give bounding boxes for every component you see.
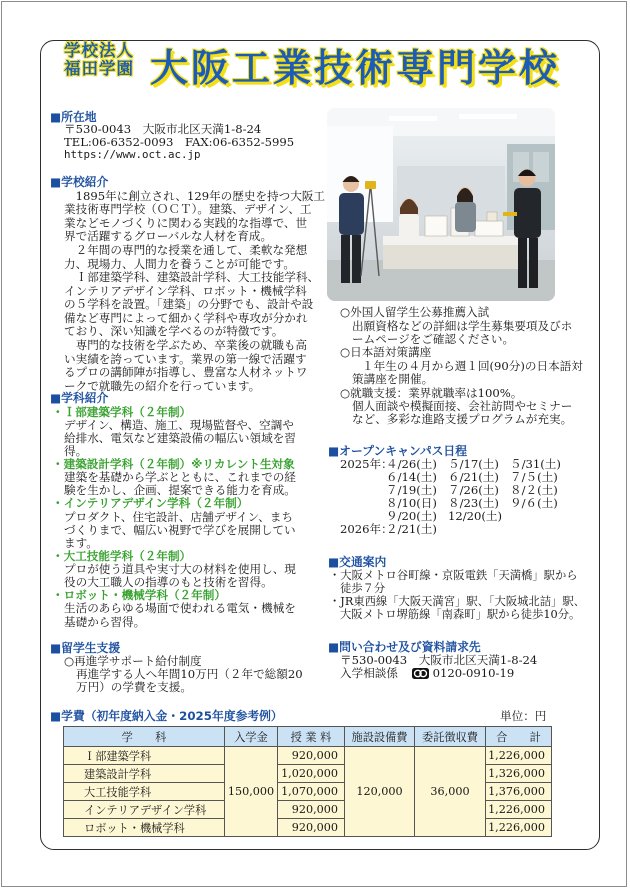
column-header-collection: 委託徴収費 — [415, 727, 486, 747]
open-campus-date: ８/２(土) — [510, 482, 558, 497]
department-title: ・ロボット・機械学科（２年制） — [52, 588, 226, 603]
open-campus-row — [340, 497, 572, 510]
department-text-line: プロが使う道具や実寸大の材料を使用し、現 — [64, 562, 296, 577]
open-campus-date: ４/26(土) — [386, 456, 437, 471]
intro-text-line: 備など専門によって細かく学科や専攻が分かれ — [64, 310, 308, 325]
access-item: ・JR東西線「大阪天満宮」駅、「大阪城北詰」駅、 — [329, 594, 585, 608]
website-link[interactable]: https://www.oct.ac.jp — [64, 147, 201, 161]
column-header-facility: 施設設備費 — [345, 727, 415, 747]
contact-heading: ■問い合わせ及び資料請求先 — [328, 639, 481, 654]
departments-heading: ■学科紹介 — [50, 391, 109, 406]
open-campus-date: ２/21(土) — [386, 521, 437, 536]
fees-table — [63, 726, 552, 837]
collection-fee-cell: 36,000 — [415, 747, 486, 837]
contact-postal: 〒530-0043 大阪市北区天満1-8-24 — [340, 652, 538, 667]
intro-text-line: の５学科を設置。「建築」の分野でも、設計や設 — [64, 297, 314, 312]
intro-text-line: 専門的な技術を学ぶため、卒業後の就職も高 — [75, 337, 308, 352]
note-title: ○外国人留学生公募推薦入試 — [340, 305, 490, 320]
column-header-tuition: 授 業 料 — [278, 727, 345, 747]
fees-unit: 単位：円 — [500, 708, 547, 723]
open-campus-year: 2025年： — [340, 456, 393, 471]
department-title: ・大工技能学科（２年制） — [52, 548, 192, 563]
intro-text-line: ており、深い知識を学べるのが特徴です。 — [64, 324, 284, 339]
note-title: ○就職支援：業界就職率は100%。 — [340, 385, 523, 400]
note-text-line: 個人面談や模擬面接、会社訪問やセミナー — [352, 398, 573, 413]
department-title: ・建築設計学科（２年制）※リカレント生対象 — [52, 457, 295, 472]
department-text-line: ます。 — [64, 535, 98, 550]
fees-table-header — [64, 727, 552, 747]
department-text-line: プロダクト、住宅設計、店舗デザイン、まち — [64, 509, 294, 524]
open-campus-year: 2026年： — [340, 521, 393, 536]
notes-section — [340, 306, 583, 426]
access-item: ・大阪メトロ谷町線・京阪電鉄「天満橋」駅から — [329, 568, 578, 582]
open-campus-date: ８/10(日) — [386, 495, 437, 510]
column-header-total: 合 計 — [486, 727, 552, 747]
open-campus-date: ６/21(土) — [448, 469, 499, 484]
access-heading: ■交通案内 — [328, 554, 387, 569]
address-heading: ■所在地 — [50, 109, 97, 124]
department-text-line: づくりまで、幅広い視野で学びを展開してい — [64, 522, 296, 537]
open-campus-date: ９/20(土) — [386, 508, 437, 523]
open-campus-date: ７/19(土) — [386, 482, 437, 497]
school-name-title: 大阪工業技術専門学校 — [150, 46, 561, 90]
department-cell: 大工技能学科 — [64, 783, 225, 801]
intro-text-line: 力、現場力、人間力を養うことが可能です。 — [64, 256, 295, 271]
department-text-line: 建築を基礎から学ぶとともに、これまでの経 — [64, 470, 296, 485]
note-text-line: １年生の４月から週１回(90分)の日本語対 — [362, 358, 583, 373]
open-campus-date: ５/31(土) — [510, 456, 561, 471]
tuition-cell: 1,020,000 — [278, 765, 345, 783]
support-text-line: 万円）の学費を支援。 — [76, 679, 192, 694]
tuition-cell: 920,000 — [278, 801, 345, 819]
access-item-continued: 徒歩７分 — [340, 581, 386, 595]
intro-heading: ■学校紹介 — [50, 175, 109, 190]
open-campus-date: ７/26(土) — [448, 482, 499, 497]
column-header-department: 学 科 — [64, 727, 225, 747]
intro-text-line: 1895年に創立され、129年の歴史を持つ大阪工 — [75, 188, 326, 203]
department-title: ・インテリアデザイン学科（２年制） — [52, 496, 249, 511]
department-cell: ロボット・機械学科 — [64, 819, 225, 837]
department-text-line: デザイン、構造、施工、現場監督や、空調や — [64, 417, 294, 432]
open-campus-heading: ■オープンキャンパス日程 — [328, 443, 468, 458]
note-text-line: 出願資格などの詳細は学生募集要項及びホ — [352, 318, 573, 333]
org-line-2: 福田学園 — [64, 59, 134, 78]
open-campus-row — [340, 523, 572, 536]
contact-section — [328, 641, 537, 682]
intro-text-line: るプロの講師陣が指導し、豊富な人材ネットワ — [64, 365, 308, 380]
org-line-1: 学校法人 — [64, 41, 134, 60]
open-campus-row — [340, 471, 572, 484]
facility-fee-cell: 120,000 — [345, 747, 415, 837]
intro-text-line: い実績を誇っています。業界の第一線で活躍す — [64, 351, 307, 366]
free-dial-icon — [412, 668, 429, 682]
total-cell: 1,376,000 — [486, 783, 552, 801]
department-text-line: 生活のあらゆる場面で使われる電気・機械を — [64, 601, 296, 616]
contact-phone-number: 0120-0910-19 — [432, 665, 515, 680]
department-text-line: 給排水、電気など建築設備の幅広い領域を習 — [64, 430, 296, 445]
tuition-cell: 920,000 — [278, 747, 345, 765]
departments-section — [50, 392, 296, 628]
address-postal: 〒530-0043 大阪市北区天満1-8-24 — [64, 122, 262, 137]
contact-desk: 入学相談係 — [340, 665, 398, 680]
open-campus-date: ８/23(土) — [448, 495, 499, 510]
department-text-line: 基礎から習得。 — [64, 614, 146, 629]
contact-phone-line — [340, 667, 537, 682]
column-header-admission: 入学金 — [225, 727, 278, 747]
department-text-line: 験を生かし、企画、提案できる能力を育成。 — [64, 483, 296, 498]
address-section — [50, 111, 294, 162]
intro-text-line: Ｉ部建築学科、建築設計学科、大工技能学科、 — [75, 270, 320, 285]
classroom-photo-image — [327, 108, 555, 301]
access-section — [328, 556, 585, 621]
fees-heading: ■学費（初年度納入金・2025年度参考例） — [50, 708, 283, 723]
open-campus-row — [340, 458, 572, 471]
department-cell: 建築設計学科 — [64, 765, 225, 783]
tuition-cell: 920,000 — [278, 819, 345, 837]
total-cell: 1,226,000 — [486, 819, 552, 837]
open-campus-date: ６/14(土) — [386, 469, 437, 484]
open-campus-section — [328, 445, 572, 536]
open-campus-date: ５/17(土) — [448, 456, 499, 471]
total-cell: 1,226,000 — [486, 747, 552, 765]
open-campus-date: 12/20(土) — [448, 508, 503, 523]
tuition-cell: 1,070,000 — [278, 783, 345, 801]
note-title: ○日本語対策講座 — [340, 345, 432, 360]
total-cell: 1,326,000 — [486, 765, 552, 783]
department-text-line: 役の大工職人の指導のもと技術を習得。 — [64, 575, 273, 590]
table-row — [64, 747, 552, 765]
support-text-line: 再進学する人へ年間10万円（２年で総額20 — [76, 666, 303, 681]
intro-text-line: 業などモノづくりに関わる実践的な指導で、世 — [64, 215, 308, 230]
student-support-section — [50, 642, 303, 694]
note-text-line: 策講座を開催。 — [352, 372, 434, 387]
intro-text-line: 業技術専門学校（ＯＣＴ）。建築、デザイン、工 — [64, 202, 312, 217]
note-text-line: など、多彩な進路支援プログラムが充実。 — [352, 412, 573, 427]
department-text-line: 得。 — [64, 443, 88, 458]
department-cell: インテリアデザイン学科 — [64, 801, 225, 819]
intro-text-line: インテリアデザイン学科、ロボット・機械学科 — [64, 283, 307, 298]
organization-name — [64, 42, 134, 78]
department-title: ・Ｉ部建築学科（２年制） — [52, 404, 192, 419]
open-campus-row — [340, 484, 572, 497]
address-phone-fax: TEL:06-6352-0093 FAX:06-6352-5995 — [64, 135, 295, 150]
admission-fee-cell: 150,000 — [225, 747, 278, 837]
student-support-heading: ■留学生支援 — [50, 640, 121, 655]
open-campus-date: ９/６(土) — [510, 495, 558, 510]
open-campus-date: ７/５(土) — [510, 469, 558, 484]
intro-section — [50, 176, 325, 393]
intro-text-line: 界で活躍するグローバルな人材を育成。 — [64, 229, 273, 244]
support-title: ○再進学サポート給付制度 — [64, 653, 202, 668]
note-text-line: ームページをご確認ください。 — [352, 332, 515, 347]
department-cell: Ｉ部建築学科 — [64, 747, 225, 765]
access-item-continued: 大阪メトロ堺筋線「南森町」駅から徒歩10分。 — [340, 607, 581, 621]
intro-text-line: ２年間の専門的な授業を通して、柔軟な発想 — [75, 243, 308, 257]
total-cell: 1,226,000 — [486, 801, 552, 819]
intro-text-line: ークで就職先の紹介を行っています。 — [64, 378, 261, 393]
open-campus-row — [340, 510, 572, 523]
classroom-photo — [327, 108, 555, 301]
